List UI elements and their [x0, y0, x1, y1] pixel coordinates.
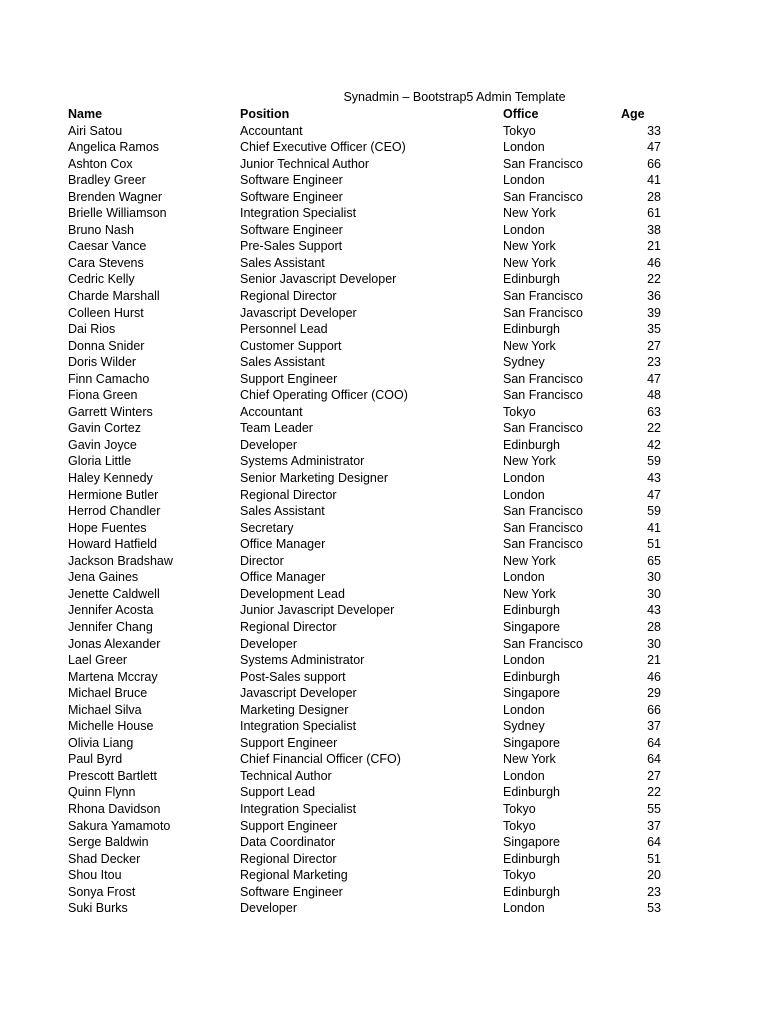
name-cell: Prescott Bartlett [68, 768, 157, 783]
age-cell: 23 [647, 355, 661, 370]
position-cell: Systems Administrator [240, 653, 365, 668]
position-cell: Chief Operating Officer (COO) [240, 388, 408, 403]
name-cell: Jonas Alexander [68, 636, 161, 651]
position-cell: Post-Sales support [240, 669, 346, 684]
name-cell: Michael Silva [68, 702, 142, 717]
table-row [68, 768, 661, 785]
age-cell: 59 [647, 454, 661, 469]
name-cell: Michelle House [68, 719, 154, 734]
position-cell: Accountant [240, 123, 303, 138]
position-cell: Integration Specialist [240, 206, 357, 221]
age-cell: 29 [647, 686, 661, 701]
table-row [68, 288, 661, 305]
age-cell: 39 [647, 305, 661, 320]
age-cell: 51 [647, 851, 661, 866]
position-cell: Software Engineer [240, 884, 343, 899]
office-cell: London [503, 901, 545, 916]
employee-table [68, 106, 661, 917]
table-row [68, 255, 661, 272]
name-cell: Howard Hatfield [68, 537, 157, 552]
table-row [68, 354, 661, 371]
position-cell: Sales Assistant [240, 255, 325, 270]
age-cell: 59 [647, 504, 661, 519]
position-cell: Office Manager [240, 537, 326, 552]
position-cell: Regional Director [240, 619, 337, 634]
table-row [68, 867, 661, 884]
table-row [68, 735, 661, 752]
age-cell: 46 [647, 669, 661, 684]
age-cell: 30 [647, 636, 661, 651]
office-cell: Tokyo [503, 404, 536, 419]
name-cell: Hope Fuentes [68, 520, 147, 535]
name-cell: Olivia Liang [68, 735, 134, 750]
office-cell: Edinburgh [503, 785, 560, 800]
age-cell: 65 [647, 553, 661, 568]
position-cell: Data Coordinator [240, 835, 336, 850]
table-row [68, 470, 661, 487]
office-cell: San Francisco [503, 520, 583, 535]
age-cell: 33 [647, 123, 661, 138]
name-cell: Herrod Chandler [68, 504, 161, 519]
table-row [68, 453, 661, 470]
column-header-office: Office [503, 107, 539, 121]
position-cell: Senior Marketing Designer [240, 471, 388, 486]
table-row [68, 636, 661, 653]
age-cell: 66 [647, 702, 661, 717]
office-cell: Edinburgh [503, 603, 560, 618]
table-row [68, 553, 661, 570]
position-cell: Technical Author [240, 768, 332, 783]
office-cell: Singapore [503, 686, 560, 701]
table-row [68, 437, 661, 454]
position-cell: Customer Support [240, 338, 342, 353]
age-cell: 30 [647, 586, 661, 601]
office-cell: New York [503, 752, 556, 767]
position-cell: Integration Specialist [240, 801, 357, 816]
position-cell: Personnel Lead [240, 322, 328, 337]
column-header-age: Age [621, 107, 645, 121]
name-cell: Ashton Cox [68, 156, 133, 171]
office-cell: New York [503, 239, 556, 254]
name-cell: Martena Mccray [68, 669, 158, 684]
name-cell: Donna Snider [68, 338, 145, 353]
name-cell: Jennifer Acosta [68, 603, 154, 618]
age-cell: 38 [647, 222, 661, 237]
table-row [68, 487, 661, 504]
age-cell: 43 [647, 471, 661, 486]
age-cell: 64 [647, 835, 661, 850]
table-row [68, 718, 661, 735]
position-cell: Sales Assistant [240, 355, 325, 370]
position-cell: Support Engineer [240, 735, 338, 750]
name-cell: Jackson Bradshaw [68, 553, 173, 568]
table-row [68, 503, 661, 520]
office-cell: San Francisco [503, 504, 583, 519]
name-cell: Colleen Hurst [68, 305, 144, 320]
table-row [68, 222, 661, 239]
position-cell: Software Engineer [240, 222, 343, 237]
table-row [68, 189, 661, 206]
age-cell: 51 [647, 537, 661, 552]
position-cell: Accountant [240, 404, 303, 419]
age-cell: 46 [647, 255, 661, 270]
office-cell: San Francisco [503, 636, 583, 651]
position-cell: Software Engineer [240, 173, 343, 188]
table-row [68, 156, 661, 173]
position-cell: Developer [240, 437, 297, 452]
age-cell: 41 [647, 520, 661, 535]
name-cell: Jena Gaines [68, 570, 139, 585]
position-cell: Chief Executive Officer (CEO) [240, 140, 406, 155]
name-cell: Caesar Vance [68, 239, 147, 254]
age-cell: 43 [647, 603, 661, 618]
office-cell: San Francisco [503, 421, 583, 436]
table-row [68, 371, 661, 388]
office-cell: New York [503, 206, 556, 221]
office-cell: London [503, 702, 545, 717]
name-cell: Jenette Caldwell [68, 586, 160, 601]
table-row [68, 851, 661, 868]
office-cell: London [503, 140, 545, 155]
name-cell: Lael Greer [68, 653, 128, 668]
position-cell: Regional Marketing [240, 868, 348, 883]
name-cell: Rhona Davidson [68, 801, 161, 816]
age-cell: 64 [647, 735, 661, 750]
table-row [68, 702, 661, 719]
position-cell: Team Leader [240, 421, 313, 436]
office-cell: London [503, 570, 545, 585]
age-cell: 53 [647, 901, 661, 916]
table-row [68, 900, 661, 917]
office-cell: Edinburgh [503, 437, 560, 452]
table-row [68, 884, 661, 901]
age-cell: 55 [647, 801, 661, 816]
name-cell: Brenden Wagner [68, 189, 163, 204]
age-cell: 42 [647, 437, 661, 452]
table-row [68, 784, 661, 801]
age-cell: 28 [647, 189, 661, 204]
position-cell: Regional Director [240, 289, 337, 304]
table-row [68, 801, 661, 818]
name-cell: Doris Wilder [68, 355, 137, 370]
page-title: Synadmin – Bootstrap5 Admin Template [343, 90, 566, 104]
table-row [68, 751, 661, 768]
name-cell: Sonya Frost [68, 884, 136, 899]
table-row [68, 619, 661, 636]
name-cell: Hermione Butler [68, 487, 159, 502]
office-cell: New York [503, 454, 556, 469]
age-cell: 61 [647, 206, 661, 221]
table-row [68, 139, 661, 156]
office-cell: New York [503, 255, 556, 270]
position-cell: Marketing Designer [240, 702, 349, 717]
office-cell: Edinburgh [503, 884, 560, 899]
name-cell: Shou Itou [68, 868, 122, 883]
office-cell: Tokyo [503, 868, 536, 883]
position-cell: Javascript Developer [240, 305, 357, 320]
office-cell: London [503, 471, 545, 486]
office-cell: Edinburgh [503, 669, 560, 684]
age-cell: 47 [647, 140, 661, 155]
office-cell: San Francisco [503, 289, 583, 304]
office-cell: London [503, 487, 545, 502]
table-row [68, 685, 661, 702]
table-row [68, 420, 661, 437]
name-cell: Dai Rios [68, 322, 116, 337]
name-cell: Fiona Green [68, 388, 138, 403]
position-cell: Software Engineer [240, 189, 343, 204]
table-row [68, 536, 661, 553]
office-cell: Sydney [503, 355, 545, 370]
position-cell: Regional Director [240, 851, 337, 866]
table-body [68, 123, 661, 917]
office-cell: San Francisco [503, 371, 583, 386]
age-cell: 64 [647, 752, 661, 767]
age-cell: 22 [647, 272, 661, 287]
table-row [68, 586, 661, 603]
office-cell: London [503, 653, 545, 668]
office-cell: New York [503, 586, 556, 601]
position-cell: Sales Assistant [240, 504, 325, 519]
name-cell: Gavin Joyce [68, 437, 137, 452]
age-cell: 66 [647, 156, 661, 171]
name-cell: Bruno Nash [68, 222, 135, 237]
table-row [68, 205, 661, 222]
age-cell: 41 [647, 173, 661, 188]
office-cell: London [503, 222, 545, 237]
name-cell: Airi Satou [68, 123, 123, 138]
position-cell: Developer [240, 901, 297, 916]
office-cell: Singapore [503, 619, 560, 634]
age-cell: 27 [647, 768, 661, 783]
name-cell: Michael Bruce [68, 686, 148, 701]
table-row [68, 404, 661, 421]
position-cell: Integration Specialist [240, 719, 357, 734]
age-cell: 22 [647, 785, 661, 800]
name-cell: Gavin Cortez [68, 421, 141, 436]
age-cell: 20 [647, 868, 661, 883]
age-cell: 47 [647, 371, 661, 386]
name-cell: Gloria Little [68, 454, 132, 469]
office-cell: San Francisco [503, 305, 583, 320]
position-cell: Office Manager [240, 570, 326, 585]
table-row [68, 818, 661, 835]
column-header-position: Position [240, 107, 290, 121]
office-cell: Tokyo [503, 801, 536, 816]
office-cell: Edinburgh [503, 851, 560, 866]
office-cell: Sydney [503, 719, 545, 734]
position-cell: Support Lead [240, 785, 316, 800]
age-cell: 48 [647, 388, 661, 403]
office-cell: Tokyo [503, 123, 536, 138]
name-cell: Sakura Yamamoto [68, 818, 171, 833]
office-cell: New York [503, 338, 556, 353]
name-cell: Suki Burks [68, 901, 128, 916]
name-cell: Paul Byrd [68, 752, 123, 767]
age-cell: 21 [647, 239, 661, 254]
office-cell: San Francisco [503, 156, 583, 171]
position-cell: Javascript Developer [240, 686, 357, 701]
office-cell: San Francisco [503, 537, 583, 552]
name-cell: Shad Decker [68, 851, 141, 866]
table-row [68, 652, 661, 669]
age-cell: 30 [647, 570, 661, 585]
name-cell: Angelica Ramos [68, 140, 160, 155]
position-cell: Pre-Sales Support [240, 239, 343, 254]
age-cell: 23 [647, 884, 661, 899]
table-row [68, 669, 661, 686]
name-cell: Garrett Winters [68, 404, 153, 419]
office-cell: New York [503, 553, 556, 568]
table-row [68, 520, 661, 537]
table-row [68, 305, 661, 322]
table-row [68, 602, 661, 619]
column-header-name: Name [68, 107, 103, 121]
name-cell: Bradley Greer [68, 173, 146, 188]
table-row [68, 834, 661, 851]
name-cell: Quinn Flynn [68, 785, 136, 800]
age-cell: 21 [647, 653, 661, 668]
table-row [68, 238, 661, 255]
name-cell: Haley Kennedy [68, 471, 153, 486]
office-cell: London [503, 768, 545, 783]
position-cell: Secretary [240, 520, 294, 535]
position-cell: Development Lead [240, 586, 345, 601]
office-cell: Edinburgh [503, 272, 560, 287]
age-cell: 37 [647, 818, 661, 833]
office-cell: San Francisco [503, 388, 583, 403]
office-cell: Edinburgh [503, 322, 560, 337]
office-cell: Singapore [503, 735, 560, 750]
table-row [68, 338, 661, 355]
position-cell: Support Engineer [240, 371, 338, 386]
position-cell: Junior Javascript Developer [240, 603, 395, 618]
name-cell: Cara Stevens [68, 255, 144, 270]
position-cell: Senior Javascript Developer [240, 272, 397, 287]
age-cell: 28 [647, 619, 661, 634]
office-cell: London [503, 173, 545, 188]
table-row [68, 172, 661, 189]
name-cell: Serge Baldwin [68, 835, 149, 850]
table-row [68, 271, 661, 288]
age-cell: 27 [647, 338, 661, 353]
position-cell: Systems Administrator [240, 454, 365, 469]
age-cell: 63 [647, 404, 661, 419]
name-cell: Finn Camacho [68, 371, 150, 386]
position-cell: Developer [240, 636, 297, 651]
name-cell: Cedric Kelly [68, 272, 135, 287]
age-cell: 37 [647, 719, 661, 734]
name-cell: Jennifer Chang [68, 619, 153, 634]
table-row [68, 387, 661, 404]
position-cell: Chief Financial Officer (CFO) [240, 752, 401, 767]
table-row [68, 123, 661, 140]
office-cell: Tokyo [503, 818, 536, 833]
age-cell: 22 [647, 421, 661, 436]
position-cell: Support Engineer [240, 818, 338, 833]
age-cell: 36 [647, 289, 661, 304]
name-cell: Charde Marshall [68, 289, 160, 304]
office-cell: Singapore [503, 835, 560, 850]
position-cell: Junior Technical Author [240, 156, 370, 171]
age-cell: 47 [647, 487, 661, 502]
name-cell: Brielle Williamson [68, 206, 167, 221]
table-row [68, 569, 661, 586]
position-cell: Director [240, 553, 284, 568]
position-cell: Regional Director [240, 487, 337, 502]
office-cell: San Francisco [503, 189, 583, 204]
age-cell: 35 [647, 322, 661, 337]
table-row [68, 321, 661, 338]
table-header-row [68, 106, 661, 123]
